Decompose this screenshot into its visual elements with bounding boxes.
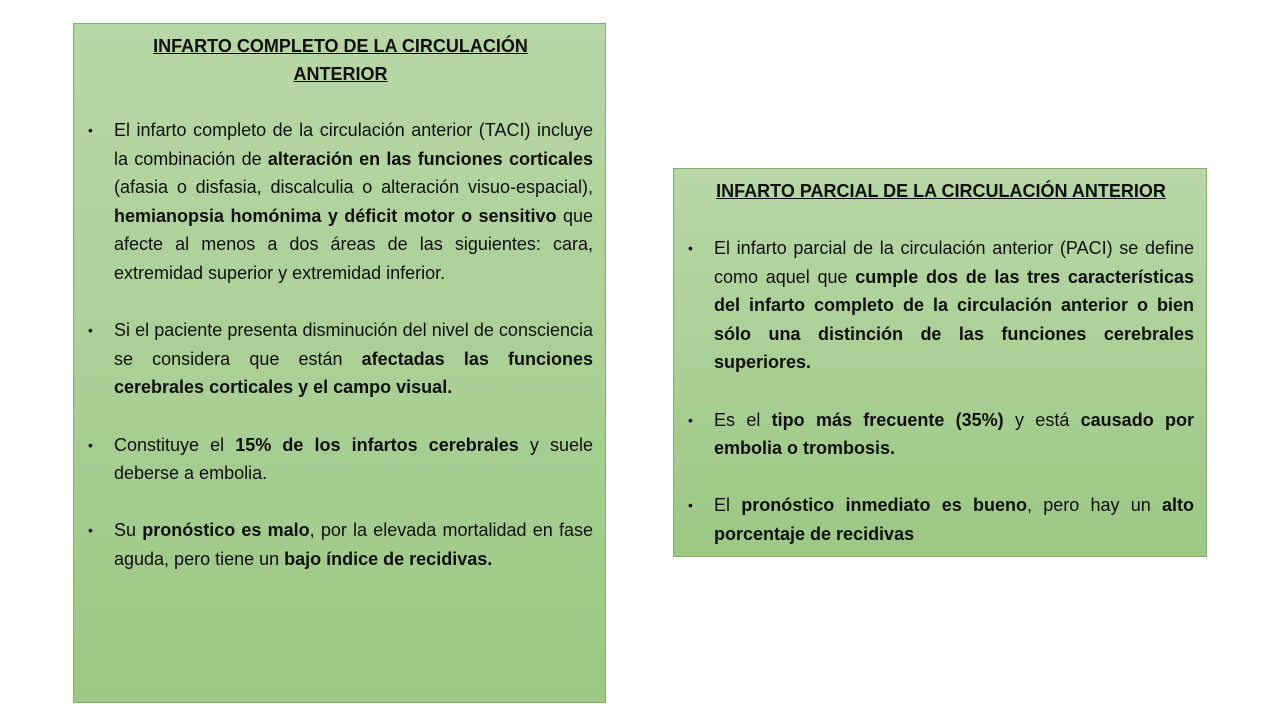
bullet-text: , por la elevada mortalidad en fase aguda, pero tiene un [114,520,593,569]
bullet-mark: • [88,322,93,339]
bullet-mark: • [688,411,693,428]
bullet-text: que afecte al menos a dos áreas de las siguientes: cara, extremidad superior y extremidad inferior. [114,205,593,283]
bullet-text-bold: pronóstico inmediato es bueno [741,495,1027,516]
bullet-text: Es el [714,409,772,430]
partial-infarct-title: INFARTO PARCIAL DE LA CIRCULACIÓN ANTERIOR [716,181,1166,201]
bullet-text-bold: pronóstico es malo [142,520,310,541]
bullet-text: El [714,495,742,516]
bullet-text: Si el paciente presenta disminución del nivel de consciencia se considera que están [114,320,593,369]
bullet-text: Constituye el [114,434,236,455]
complete-infarct-panel [73,23,606,703]
bullet-text-bold: tipo más frecuente (35%) [771,409,1004,430]
bullet-item [88,316,593,402]
bullet-text: Su [114,520,143,541]
bullet-text-bold: hemianopsia homónima y déficit motor o sensitivo [114,205,557,226]
bullet-mark: • [88,436,93,453]
bullet-text: y está [1003,409,1081,430]
partial-infarct-bullets [688,234,1194,549]
bullet-text-bold: bajo índice de recidivas. [284,548,493,569]
bullet-text-bold: alteración en las funciones corticales [267,148,594,169]
bullet-text: El infarto completo de la circulación anterior (TACI) incluye la combinación de [114,120,593,169]
bullet-item [88,431,593,488]
bullet-text-bold: alto porcentaje de recidivas [714,495,1194,544]
bullet-text: El infarto parcial de la circulación anterior (PACI) se define como aquel que [714,238,1194,287]
bullet-text: (afasia o disfasia, discalculia o alteración visuo-espacial), [114,177,593,198]
bullet-text-bold: cumple dos de las tres características del infarto completo de la circulación anterior o bien sólo una distinción de las funciones cerebrales superiores. [714,266,1195,373]
bullet-item [88,116,593,288]
bullet-text: y suele deberse a embolia. [114,434,593,484]
bullet-mark: • [688,240,693,256]
bullet-mark: • [88,522,93,539]
complete-infarct-bullets [88,116,593,574]
bullet-mark: • [88,122,93,138]
partial-infarct-panel [673,168,1207,557]
bullet-text-bold: afectadas las funciones cerebrales corticales y el campo visual. [114,348,593,398]
bullet-text-bold: causado por embolia o trombosis. [714,409,1194,459]
bullet-item [688,491,1194,548]
bullet-item [688,406,1194,463]
bullet-item [88,516,593,573]
complete-infarct-title: INFARTO COMPLETO DE LA CIRCULACIÓN ANTERIOR [153,36,528,84]
bullet-text: , pero hay un [1026,495,1162,516]
bullet-text-bold: 15% de los infartos cerebrales [235,434,519,455]
bullet-mark: • [688,497,693,514]
bullet-item [688,234,1194,377]
